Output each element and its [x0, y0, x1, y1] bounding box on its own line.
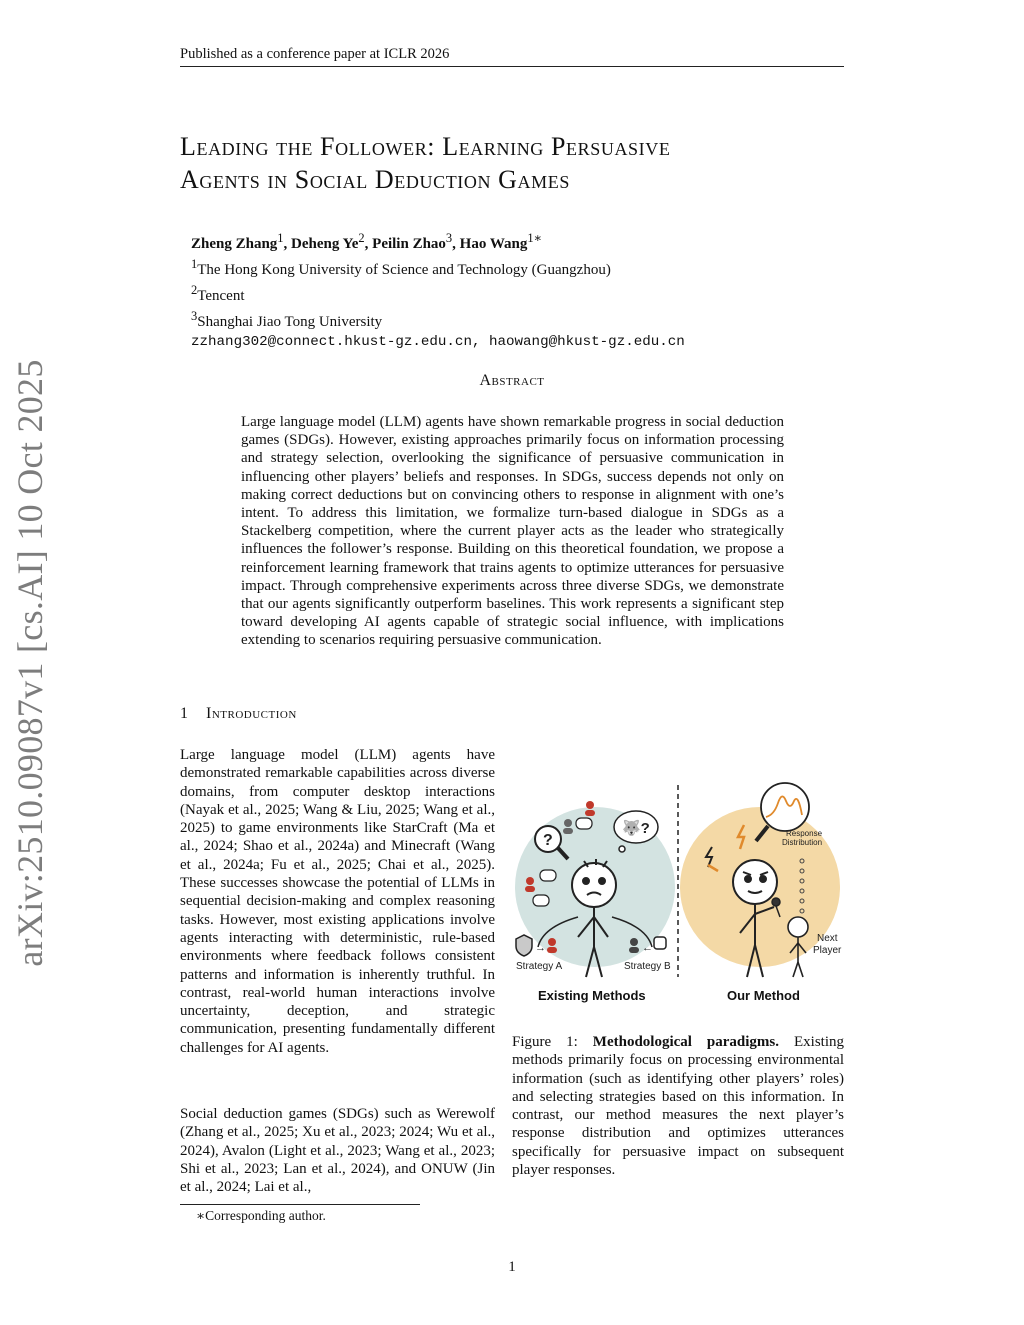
- title-line-1: Leading the Follower: Learning Persuasive: [180, 132, 671, 161]
- response-label: Response: [786, 829, 823, 838]
- author-name: Zheng Zhang: [191, 236, 278, 252]
- existing-methods-label: Existing Methods: [538, 988, 646, 1003]
- author-sup: 3: [445, 231, 453, 245]
- author-sup: 2: [358, 231, 365, 245]
- section-heading: [180, 705, 297, 723]
- our-method-label: Our Method: [727, 988, 800, 1003]
- wolf-question-glyph: 🐺?: [622, 820, 650, 837]
- next-label: Next: [817, 933, 838, 944]
- section-title: Introduction: [206, 705, 297, 722]
- shield-icon: [516, 935, 532, 956]
- arrow-glyph: →: [535, 942, 546, 954]
- paper-title: [180, 130, 860, 196]
- footnote-rule: [180, 1204, 420, 1205]
- abstract-heading: Abstract: [479, 372, 545, 389]
- fist-icon: [654, 937, 666, 949]
- author-name: Deheng Ye: [291, 236, 359, 252]
- author-block: [191, 228, 685, 352]
- abstract-text: Large language model (LLM) agents have shown remarkable progress in social deduction games (SDGs). However, existing approaches primarily focus on information processing and strategy selection, overlooking the significance of persuasive communication in influencing other players’ beliefs and responses. In SDGs, success depends not only on making correct deductions but on convincing others to response in alignment with one’s intent. To address this limitation, we formalize turn-based dialogue in SDGs as a Stackelberg competition, where the current player acts as the leader who strategically influences the follower’s response. Building on this theoretical foundation, we propose a reinforcement learning framework that trains agents to optimize utterances for persuasive impact. Through comprehensive experiments across three diverse SDGs, we demonstrate that our agents significantly outperform baselines. This work represents a significant step toward developing AI agents capable of strategic social influence, with implications extending to scenarios requiring persuasive communication.: [241, 414, 784, 649]
- player-label: Player: [813, 945, 842, 956]
- footnote: ∗Corresponding author.: [196, 1208, 326, 1223]
- caption-bold: Methodological paradigms.: [592, 1034, 780, 1050]
- section-number: 1: [180, 705, 188, 722]
- author-name: Hao Wang: [459, 236, 528, 252]
- caption-prefix: Figure 1:: [512, 1034, 578, 1050]
- figure-caption: [512, 1033, 844, 1179]
- strategy-a-label: Strategy A: [516, 961, 563, 972]
- caption-text: Existing methods primarily focus on processing environmental information (such as identifying other players’ roles) and selecting strategies based on this information. In contrast, our method measures the next player’s response distribution and optimizes utterances specifically for persuasive impact on subsequent player responses.: [512, 1034, 845, 1179]
- figure-1: [508, 777, 848, 1012]
- distribution-label: Distribution: [782, 838, 823, 847]
- author-name: Peilin Zhao: [372, 236, 446, 252]
- author-emails[interactable]: zzhang302@connect.hkust-gz.edu.cn, haowang@hkust-gz.edu.cn: [191, 334, 685, 350]
- arrow-glyph: ←: [642, 942, 653, 954]
- intro-paragraph-1: Large language model (LLM) agents have demonstrated remarkable capabilities across diverse domains, from computer desktop interactions (Nayak et al., 2025; Wang & Liu, 2025; Wang et al., 2025) to game environments like StarCraft (Ma et al., 2024; Shao et al., 2024a) and Minecraft (Wang et al., 2024a; Fu et al., 2025; Chai et al., 2025). These successes showcase the potential of LLMs in sequential decision-making and complex reasoning tasks. However, most existing applications involve agents interacting with deterministic, rule-based environments where feedback follows consistent patterns and information is inherently truthful. In contrast, real-world human interactions involve uncertainty, deception, and strategic communication, presenting fundamentally different challenges for AI agents.: [180, 747, 495, 1056]
- affiliation: $^2$Tencent: [191, 283, 245, 304]
- affiliation: $^1$The Hong Kong University of Science and Technology (Guangzhou): [191, 257, 611, 278]
- running-header: Published as a conference paper at ICLR 2026: [180, 46, 844, 67]
- page-number: 1: [508, 1259, 516, 1275]
- author-list: Zheng Zhang$^1$, Deheng Ye$^2$, Peilin Zhao$^3$, Hao Wang$^{1∗}$: [191, 231, 543, 252]
- author-sup: 1∗: [527, 231, 543, 245]
- affiliation: $^3$Shanghai Jiao Tong University: [191, 309, 383, 330]
- intro-paragraph-2: Social deduction games (SDGs) such as Werewolf (Zhang et al., 2025; Xu et al., 2023; 2024; Wu et al., 2024), Avalon (Light et al., 2023; Wang et al., 2023; Shi et al., 2023; Lan et al., 2024), and ONUW (Jin et al., 2024; Lai et al.,: [180, 1106, 495, 1196]
- question-mark-glyph: ?: [543, 832, 553, 849]
- strategy-b-label: Strategy B: [624, 961, 671, 972]
- author-sup: 1: [277, 231, 284, 245]
- arxiv-stamp: arXiv:2510.09087v1 [cs.AI] 10 Oct 2025: [10, 359, 50, 967]
- title-line-2: Agents in Social Deduction Games: [180, 165, 570, 194]
